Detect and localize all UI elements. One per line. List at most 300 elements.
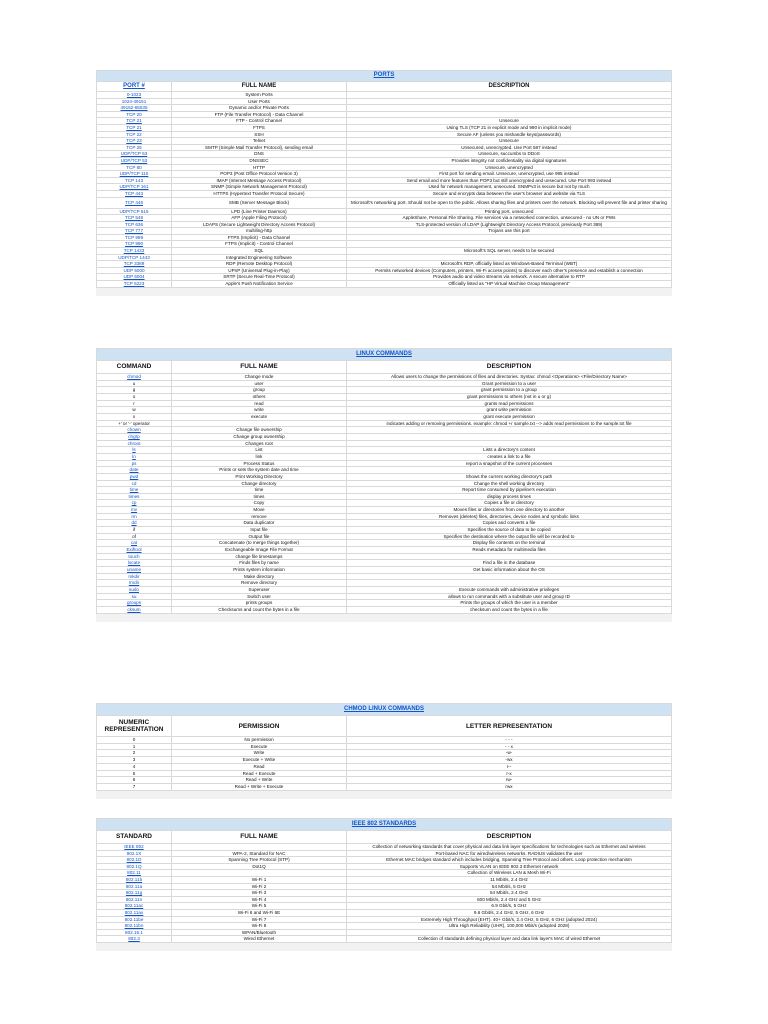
linux-cell-key[interactable]: chown bbox=[97, 427, 172, 434]
linux-rows bbox=[97, 374, 672, 614]
chmod-cell-name: Execute bbox=[172, 743, 347, 750]
chmod-header-permission: PERMISSION bbox=[172, 716, 347, 737]
chmod-cell-description: rwx bbox=[347, 783, 672, 790]
table-row bbox=[97, 374, 672, 381]
linux-cell-key[interactable]: groups bbox=[97, 600, 172, 607]
table-row bbox=[97, 453, 672, 460]
ports-cell-key[interactable]: UDP/TCP 53 bbox=[97, 151, 172, 158]
table-row bbox=[97, 533, 672, 540]
ieee-table bbox=[96, 818, 672, 943]
chmod-cell-description: - - - bbox=[347, 737, 672, 744]
linux-cell-key[interactable]: ls bbox=[97, 447, 172, 454]
table-row bbox=[97, 883, 672, 890]
ieee-cell-description: Collection of Wireless LAN & Mesh Wi-Fi bbox=[347, 870, 672, 877]
chmod-section bbox=[96, 703, 672, 799]
linux-cell-key[interactable]: mkdir bbox=[97, 573, 172, 580]
ports-cell-description: Printing port, unsecured bbox=[347, 208, 672, 215]
ports-cell-key[interactable]: TCP 990 bbox=[97, 241, 172, 248]
ports-cell-description: Permits networked devices (Computers, printers, Wi-Fi access points) to discover each other's presence and establish a connection bbox=[347, 267, 672, 274]
linux-cell-description: Lists a directory's content bbox=[347, 447, 672, 454]
table-row bbox=[97, 777, 672, 784]
ports-cell-name: SNMP (Simple Network Management Protocol) bbox=[172, 184, 347, 191]
ports-section bbox=[96, 70, 672, 296]
ieee-cell-key[interactable]: 802.11ax bbox=[97, 909, 172, 916]
linux-header-command: COMMAND bbox=[97, 361, 172, 374]
table-row bbox=[97, 427, 672, 434]
linux-cell-description bbox=[347, 553, 672, 560]
ports-cell-description bbox=[347, 254, 672, 261]
linux-cell-description bbox=[347, 440, 672, 447]
chmod-cell-key: 5 bbox=[97, 770, 172, 777]
table-row bbox=[97, 553, 672, 560]
ieee-cell-key[interactable]: 802.11be bbox=[97, 916, 172, 923]
linux-cell-description: grant execute permission bbox=[347, 413, 672, 420]
ieee-cell-name: Wired Ethernet bbox=[172, 936, 347, 943]
ieee-cell-description: Extremely High Throughput (EHT). 40+ Gbit/s, 2.4 GHz, 5 GHz, 6 GHz (adopted 2024) bbox=[347, 916, 672, 923]
linux-cell-description: checksum and count the bytes in a file bbox=[347, 606, 672, 613]
table-row bbox=[97, 215, 672, 222]
table-row bbox=[97, 783, 672, 790]
ports-cell-name: SSH bbox=[172, 131, 347, 138]
table-row bbox=[97, 480, 672, 487]
ieee-cell-key[interactable]: 802.1Q bbox=[97, 863, 172, 870]
chmod-cell-key: 7 bbox=[97, 783, 172, 790]
linux-cell-key: w bbox=[97, 407, 172, 414]
linux-cell-key[interactable]: rmdir bbox=[97, 580, 172, 587]
linux-cell-key[interactable]: cksum bbox=[97, 606, 172, 613]
linux-cell-key: of bbox=[97, 533, 172, 540]
table-row bbox=[97, 241, 672, 248]
linux-cell-name: write bbox=[172, 407, 347, 414]
chmod-cell-name: Read + Write + Execute bbox=[172, 783, 347, 790]
table-row bbox=[97, 208, 672, 215]
linux-cell-description: allows to run commands with a substitute user and group ID bbox=[347, 593, 672, 600]
ports-cell-description bbox=[347, 234, 672, 241]
ports-cell-name: FTP - Control Channel bbox=[172, 118, 347, 125]
ports-cell-description bbox=[347, 241, 672, 248]
table-row bbox=[97, 228, 672, 235]
linux-cell-key[interactable]: cp bbox=[97, 500, 172, 507]
linux-cell-name: Prints system information bbox=[172, 567, 347, 574]
table-row bbox=[97, 105, 672, 112]
linux-cell-description bbox=[347, 580, 672, 587]
table-row bbox=[97, 177, 672, 184]
table-row bbox=[97, 580, 672, 587]
ports-cell-name: SQL bbox=[172, 248, 347, 255]
chmod-cell-key: 3 bbox=[97, 757, 172, 764]
ports-cell-key[interactable]: TCP 20 bbox=[97, 111, 172, 118]
linux-cell-key[interactable]: Exiftool bbox=[97, 547, 172, 554]
table-row bbox=[97, 144, 672, 151]
linux-cell-name: Finds files by name bbox=[172, 560, 347, 567]
ieee-cell-description: Supports VLAN on IEEE 802.3 Ethernet network bbox=[347, 863, 672, 870]
ports-cell-key[interactable]: TCP 21 bbox=[97, 118, 172, 125]
ports-cell-key[interactable]: TCP 445 bbox=[97, 197, 172, 208]
table-row bbox=[97, 92, 672, 99]
ieee-cell-name bbox=[172, 870, 347, 877]
linux-cell-name: change file timestamps bbox=[172, 553, 347, 560]
ports-cell-key[interactable]: TCP 21 bbox=[97, 124, 172, 131]
table-row bbox=[97, 770, 672, 777]
table-row bbox=[97, 111, 672, 118]
linux-cell-description: Copies a file or directory bbox=[347, 500, 672, 507]
table-row bbox=[97, 164, 672, 171]
ports-cell-key[interactable]: UDP/TCP 1443 bbox=[97, 254, 172, 261]
ieee-cell-key[interactable]: 802.11 bbox=[97, 870, 172, 877]
linux-cell-name: Exchangeable Image File Format bbox=[172, 547, 347, 554]
ieee-cell-description: 54 Mbit/s, 2.4 GHz bbox=[347, 890, 672, 897]
table-row bbox=[97, 896, 672, 903]
linux-cell-name: Superuser bbox=[172, 587, 347, 594]
linux-cell-description: Shows the current working directory's path bbox=[347, 473, 672, 480]
linux-cell-key: x bbox=[97, 413, 172, 420]
ports-cell-name: IMAP (Internet Message Access Protocol) bbox=[172, 177, 347, 184]
table-row bbox=[97, 573, 672, 580]
ports-rows bbox=[97, 92, 672, 288]
chmod-cell-key: 2 bbox=[97, 750, 172, 757]
linux-cell-description: grant permission to a group bbox=[347, 387, 672, 394]
ports-title[interactable]: PORTS bbox=[97, 71, 672, 82]
table-row bbox=[97, 527, 672, 534]
linux-cell-name: Prints or sets the system date and time bbox=[172, 467, 347, 474]
linux-cell-key[interactable]: cat bbox=[97, 540, 172, 547]
linux-cell-description: Report time consumed by pipeline's execution bbox=[347, 487, 672, 494]
linux-cell-name: Data duplicator bbox=[172, 520, 347, 527]
ieee-cell-description: Port-based NAC for wired/wireless networks. RADIUS validates the user bbox=[347, 850, 672, 857]
linux-cell-description: report a snapshot of the current processes bbox=[347, 460, 672, 467]
ports-cell-key[interactable]: UDP 5004 bbox=[97, 274, 172, 281]
ieee-cell-name: Wi-Fi 4 bbox=[172, 896, 347, 903]
table-row bbox=[97, 151, 672, 158]
linux-cell-key[interactable]: chroot bbox=[97, 440, 172, 447]
linux-cell-name bbox=[172, 420, 347, 427]
linux-cell-name: others bbox=[172, 393, 347, 400]
linux-cell-description: Grant permission to a user bbox=[347, 380, 672, 387]
ieee-cell-description bbox=[347, 929, 672, 936]
ports-cell-description: Unsecure bbox=[347, 138, 672, 145]
linux-cell-description: grants read permissions bbox=[347, 400, 672, 407]
ports-cell-key[interactable]: UDP 5000 bbox=[97, 267, 172, 274]
ieee-header-standard: STANDARD bbox=[97, 831, 172, 844]
ports-cell-name: HTTPS (Hypertext Transfer Protocol Secure) bbox=[172, 190, 347, 197]
ieee-cell-name: WPA-2, Standard for NAC bbox=[172, 850, 347, 857]
table-row bbox=[97, 500, 672, 507]
ports-header-name: FULL NAME bbox=[172, 82, 347, 92]
linux-cell-description: Allows users to change the permissions of files and directories. Syntax: chmod <Operations> <File/Directory Name> bbox=[347, 374, 672, 381]
linux-cell-key[interactable]: dd bbox=[97, 520, 172, 527]
ports-cell-description bbox=[347, 98, 672, 105]
chmod-rows bbox=[97, 737, 672, 791]
ports-cell-key[interactable]: UDP/TCP 110 bbox=[97, 171, 172, 178]
linux-cell-name: read bbox=[172, 400, 347, 407]
linux-table bbox=[96, 348, 672, 614]
linux-cell-key[interactable]: uname bbox=[97, 567, 172, 574]
chmod-cell-name: No permission bbox=[172, 737, 347, 744]
ieee-cell-name: Wi-Fi 5 bbox=[172, 903, 347, 910]
ports-cell-name: SMTP (Simple Mail Transfer Protocol), sending email bbox=[172, 144, 347, 151]
chmod-cell-description: r-- bbox=[347, 763, 672, 770]
table-row bbox=[97, 197, 672, 208]
linux-cell-description bbox=[347, 427, 672, 434]
ports-cell-key[interactable]: TCP 548 bbox=[97, 215, 172, 222]
ieee-cell-key[interactable]: 802.11g bbox=[97, 890, 172, 897]
chmod-cell-description: -wx bbox=[347, 757, 672, 764]
ieee-header-name: FULL NAME bbox=[172, 831, 347, 844]
table-row bbox=[97, 587, 672, 594]
ieee-title[interactable]: IEEE 802 STANDARDS bbox=[97, 819, 672, 831]
ports-cell-description: Unsecured, unencrypted. Use Port 587 instead bbox=[347, 144, 672, 151]
table-row bbox=[97, 520, 672, 527]
ieee-cell-name: Wi-Fi 8 bbox=[172, 923, 347, 930]
ports-cell-key[interactable]: UDP/TCP 53 bbox=[97, 157, 172, 164]
ports-cell-description: Provides audio and video streams via network. A secure alternative to RTP bbox=[347, 274, 672, 281]
table-row bbox=[97, 440, 672, 447]
ports-cell-name: LDAPS (Secure Lightweight Directory Access Protocol) bbox=[172, 221, 347, 228]
linux-cell-key[interactable]: touch bbox=[97, 553, 172, 560]
chmod-table bbox=[96, 703, 672, 791]
table-row bbox=[97, 267, 672, 274]
ports-cell-key[interactable]: UDP/TCP 515 bbox=[97, 208, 172, 215]
linux-title[interactable]: LINUX COMMANDS bbox=[97, 349, 672, 361]
ports-cell-key[interactable]: TCP 443 bbox=[97, 190, 172, 197]
table-row bbox=[97, 184, 672, 191]
table-row bbox=[97, 157, 672, 164]
linux-cell-name: Process Status bbox=[172, 460, 347, 467]
linux-cell-description: Prints the groups of which the user is a member bbox=[347, 600, 672, 607]
table-row bbox=[97, 763, 672, 770]
chmod-cell-name: Read + Execute bbox=[172, 770, 347, 777]
ieee-section bbox=[96, 818, 672, 951]
linux-cell-description: Specifies the source of data to be copied bbox=[347, 527, 672, 534]
table-row bbox=[97, 473, 672, 480]
ieee-cell-key[interactable]: 802.11a bbox=[97, 883, 172, 890]
ports-cell-key[interactable]: TCP 23 bbox=[97, 138, 172, 145]
ports-cell-key[interactable]: TCP 636 bbox=[97, 221, 172, 228]
ieee-cell-description: Collection of networking standards that cover physical and data link layer specifications for technologies such as Ethernet and wireless bbox=[347, 844, 672, 851]
ports-cell-name: AFP (Apple Filing Protocol) bbox=[172, 215, 347, 222]
table-row bbox=[97, 863, 672, 870]
chmod-cell-name: Write bbox=[172, 750, 347, 757]
linux-cell-description: Copies and converts a file bbox=[347, 520, 672, 527]
linux-cell-key[interactable]: su bbox=[97, 593, 172, 600]
ports-cell-name: System Ports bbox=[172, 92, 347, 99]
ieee-cell-key[interactable]: 802.11n bbox=[97, 896, 172, 903]
table-row bbox=[97, 560, 672, 567]
ieee-cell-name: Wi-Fi 1 bbox=[172, 876, 347, 883]
linux-cell-key[interactable]: locate bbox=[97, 560, 172, 567]
table-row bbox=[97, 171, 672, 178]
linux-cell-key[interactable]: mv bbox=[97, 507, 172, 514]
ports-cell-key[interactable]: TCP 143 bbox=[97, 177, 172, 184]
ports-cell-key[interactable]: UDP/TCP 161 bbox=[97, 184, 172, 191]
table-row bbox=[97, 387, 672, 394]
ports-cell-key[interactable]: TCP 80 bbox=[97, 164, 172, 171]
table-row bbox=[97, 876, 672, 883]
linux-cell-description: display process times bbox=[347, 493, 672, 500]
table-row bbox=[97, 124, 672, 131]
table-row bbox=[97, 413, 672, 420]
ports-cell-name: FTP (File Transfer Protocol) - Data Channel bbox=[172, 111, 347, 118]
table-row bbox=[97, 540, 672, 547]
ports-cell-description: AppleShare, Personal File Sharing. File services via a networked connection, unsecured - no UN or PWs bbox=[347, 215, 672, 222]
linux-cell-key[interactable]: pwd bbox=[97, 473, 172, 480]
ieee-cell-description: 54 Mbit/s, 5 GHz bbox=[347, 883, 672, 890]
linux-cell-key: +' or '-' operator bbox=[97, 420, 172, 427]
linux-cell-name: Change mode bbox=[172, 374, 347, 381]
linux-cell-description: Find a file in the database bbox=[347, 560, 672, 567]
ports-cell-key[interactable]: TCP 5223 bbox=[97, 281, 172, 288]
ports-cell-description: Using TLS (TCP 21 in explicit mode and 990 in implicit mode) bbox=[347, 124, 672, 131]
chmod-cell-description: - - x bbox=[347, 743, 672, 750]
linux-cell-name: group bbox=[172, 387, 347, 394]
chmod-cell-name: Read bbox=[172, 763, 347, 770]
ports-cell-description bbox=[347, 92, 672, 99]
ieee-cell-key[interactable]: 802.3 bbox=[97, 936, 172, 943]
ieee-cell-name: Wi-Fi 6 and Wi-Fi 6E bbox=[172, 909, 347, 916]
linux-cell-name: Print Working Directory bbox=[172, 473, 347, 480]
linux-cell-key: g bbox=[97, 387, 172, 394]
linux-cell-key: if bbox=[97, 527, 172, 534]
linux-cell-key[interactable]: times bbox=[97, 493, 172, 500]
ports-cell-description: Unsecure, succumbs to DDoS bbox=[347, 151, 672, 158]
table-row bbox=[97, 393, 672, 400]
table-row bbox=[97, 507, 672, 514]
linux-cell-name: List bbox=[172, 447, 347, 454]
linux-cell-name: Changes root bbox=[172, 440, 347, 447]
ieee-cell-key[interactable]: IEEE 802 bbox=[97, 844, 172, 851]
ieee-cell-name bbox=[172, 844, 347, 851]
table-row bbox=[97, 890, 672, 897]
table-row bbox=[97, 929, 672, 936]
linux-cell-name: Switch user bbox=[172, 593, 347, 600]
ports-cell-key[interactable]: TCP 25 bbox=[97, 144, 172, 151]
table-row bbox=[97, 923, 672, 930]
linux-cell-description: grant write permission bbox=[347, 407, 672, 414]
ports-cell-key[interactable]: 1024-49151 bbox=[97, 98, 172, 105]
linux-cell-key: o bbox=[97, 393, 172, 400]
ports-cell-description: Send email and more features than POP3 but still unencrypted and unsecured. Use Port 993 instead bbox=[347, 177, 672, 184]
linux-cell-key[interactable]: cd bbox=[97, 480, 172, 487]
ports-cell-name: FTPS (Implicit) - Control Channel bbox=[172, 241, 347, 248]
table-row bbox=[97, 909, 672, 916]
table-row bbox=[97, 98, 672, 105]
ports-cell-description bbox=[347, 105, 672, 112]
table-row bbox=[97, 467, 672, 474]
linux-cell-key[interactable]: sudo bbox=[97, 587, 172, 594]
table-row bbox=[97, 936, 672, 943]
linux-cell-key[interactable]: ln bbox=[97, 453, 172, 460]
table-row bbox=[97, 916, 672, 923]
linux-cell-description: Moves files or directories from one directory to another bbox=[347, 507, 672, 514]
ports-cell-description: TLS-protected version of LDAP (Lightweight Directory Access Protocol, previously Port 389) bbox=[347, 221, 672, 228]
ports-cell-name: POP3 (Post Office Protocol Version 3) bbox=[172, 171, 347, 178]
linux-cell-description bbox=[347, 467, 672, 474]
ports-header-port[interactable]: PORT # bbox=[97, 82, 172, 92]
linux-cell-name: remove bbox=[172, 513, 347, 520]
linux-cell-name: time bbox=[172, 487, 347, 494]
ieee-cell-description: Collection of standards defining physical layer and data link layer's MAC of wired Ethernet bbox=[347, 936, 672, 943]
ports-cell-name: DNSSEC bbox=[172, 157, 347, 164]
table-row bbox=[97, 131, 672, 138]
ieee-cell-key[interactable]: 802.11bn bbox=[97, 923, 172, 930]
linux-cell-key: r bbox=[97, 400, 172, 407]
linux-cell-description: creates a link to a file bbox=[347, 453, 672, 460]
linux-cell-name: link bbox=[172, 453, 347, 460]
chmod-title[interactable]: CHMOD LINUX COMMANDS bbox=[97, 704, 672, 716]
ports-cell-name: LPD (Line Printer Daemon) bbox=[172, 208, 347, 215]
ports-cell-name: multiling-http bbox=[172, 228, 347, 235]
ports-cell-key[interactable]: 49152-65535 bbox=[97, 105, 172, 112]
ports-cell-key[interactable]: 0-1023 bbox=[97, 92, 172, 99]
linux-cell-key[interactable]: date bbox=[97, 467, 172, 474]
linux-cell-name: user bbox=[172, 380, 347, 387]
ports-cell-key[interactable]: TCP 777 bbox=[97, 228, 172, 235]
ports-cell-description: Unsecure, unencrypted bbox=[347, 164, 672, 171]
ieee-rows bbox=[97, 844, 672, 943]
ieee-cell-name: WPAN/Bluetooth bbox=[172, 929, 347, 936]
table-row bbox=[97, 737, 672, 744]
linux-cell-key[interactable]: time bbox=[97, 487, 172, 494]
chmod-cell-key: 0 bbox=[97, 737, 172, 744]
linux-cell-key[interactable]: ps bbox=[97, 460, 172, 467]
ports-cell-description: Officially listed as "HP Virtual Machine Group Management" bbox=[347, 281, 672, 288]
linux-cell-key[interactable]: chmod bbox=[97, 374, 172, 381]
ports-cell-key[interactable]: TCP 989 bbox=[97, 234, 172, 241]
linux-cell-key[interactable]: chgrp bbox=[97, 433, 172, 440]
linux-cell-name: execute bbox=[172, 413, 347, 420]
table-row bbox=[97, 420, 672, 427]
linux-cell-key[interactable]: rm bbox=[97, 513, 172, 520]
ports-cell-key[interactable]: TCP 1433 bbox=[97, 248, 172, 255]
ports-cell-name: RDP (Remote Desktop Protocol) bbox=[172, 261, 347, 268]
linux-cell-name: prints groups bbox=[172, 600, 347, 607]
table-row bbox=[97, 190, 672, 197]
ports-cell-key[interactable]: TCP 22 bbox=[97, 131, 172, 138]
table-row bbox=[97, 248, 672, 255]
ieee-cell-description: 6.9 Gbit/s, 5 GHz bbox=[347, 903, 672, 910]
ports-cell-description: Microsoft's networking port. Should not be open to the public. Allows sharing files and printers over the network. Blocking will prevent file and printer sharing bbox=[347, 197, 672, 208]
table-row bbox=[97, 757, 672, 764]
ieee-cell-key[interactable]: 802.1X bbox=[97, 850, 172, 857]
table-row bbox=[97, 857, 672, 864]
ports-cell-description: Used for network management, unsecured. SNMPv3 is secure but not by much bbox=[347, 184, 672, 191]
ieee-cell-key[interactable]: 802.11b bbox=[97, 876, 172, 883]
ieee-cell-name: Wi-Fi 7 bbox=[172, 916, 347, 923]
ieee-cell-description: Ethernet MAC bridges standard which includes bridging, Spanning Tree Protocol and others. Loop protection mechanism bbox=[347, 857, 672, 864]
ports-cell-key[interactable]: TCP 3389 bbox=[97, 261, 172, 268]
table-row bbox=[97, 221, 672, 228]
chmod-cell-key: 6 bbox=[97, 777, 172, 784]
table-row bbox=[97, 380, 672, 387]
ieee-cell-key[interactable]: 802.11ac bbox=[97, 903, 172, 910]
table-row bbox=[97, 254, 672, 261]
ports-cell-name: Apple's Push Notification Service bbox=[172, 281, 347, 288]
table-row bbox=[97, 850, 672, 857]
ieee-cell-key[interactable]: 802.1D bbox=[97, 857, 172, 864]
chmod-header-numeric: NUMERIC REPRESENTATION bbox=[97, 716, 172, 737]
ports-cell-description: Microsoft's RDP, officially listed as Windows-Based Terminal (WBT) bbox=[347, 261, 672, 268]
linux-cell-name: Copy bbox=[172, 500, 347, 507]
linux-cell-name: Make directory bbox=[172, 573, 347, 580]
linux-cell-description: Removes (deletes) files, directories, device nodes and symbolic links bbox=[347, 513, 672, 520]
table-row bbox=[97, 903, 672, 910]
ports-cell-name: Integrated Engineering Software bbox=[172, 254, 347, 261]
ieee-cell-name: Spanning Tree Protocol (STP) bbox=[172, 857, 347, 864]
linux-cell-description: indicates adding or removing permissions. example: chmod +r sample.txt --> adds read permissions to the sample.txt file bbox=[347, 420, 672, 427]
ieee-cell-key[interactable]: 802.15.1 bbox=[97, 929, 172, 936]
ieee-cell-description: 11 Mbit/s, 2.4 GHz bbox=[347, 876, 672, 883]
ports-cell-name: Dynamic and/or Private Ports bbox=[172, 105, 347, 112]
